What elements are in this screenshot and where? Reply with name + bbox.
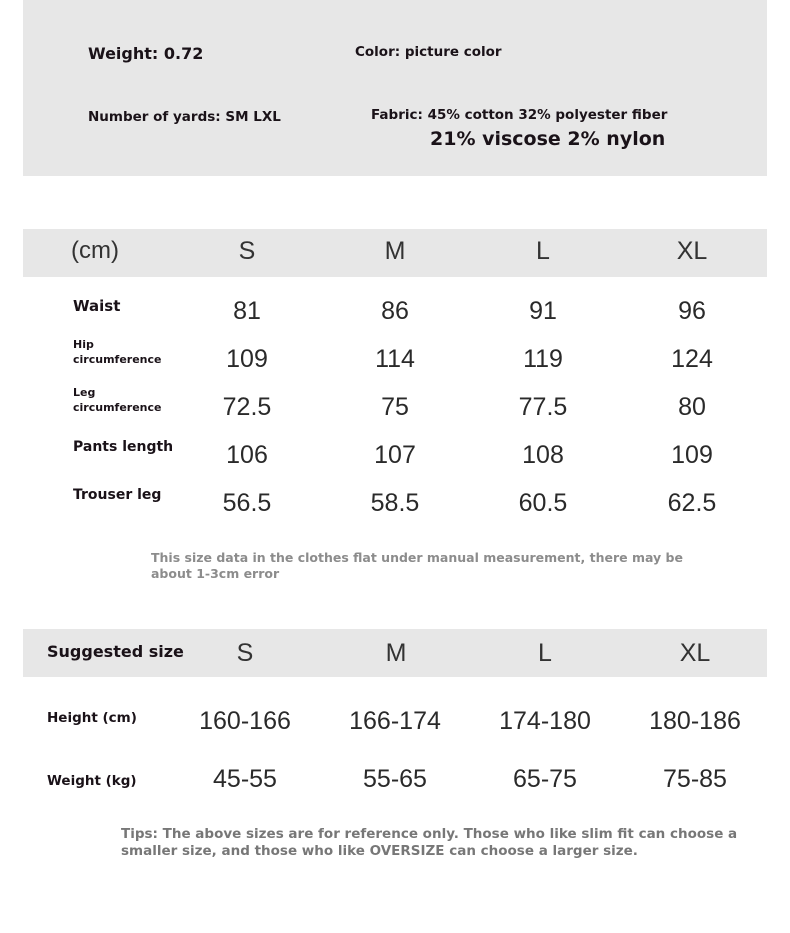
size-tips bbox=[121, 826, 737, 860]
row-label-pants-length: Pants length bbox=[73, 439, 174, 455]
yards-info: Number of yards: SM LXL bbox=[88, 109, 281, 125]
row-label-weight: Weight (kg) bbox=[47, 773, 137, 789]
cell-value: 166-174 bbox=[349, 707, 441, 735]
size-header-xl: XL bbox=[679, 639, 711, 667]
cell-value: 114 bbox=[375, 345, 415, 373]
cell-value: 108 bbox=[522, 441, 564, 469]
cell-value: 81 bbox=[233, 297, 261, 325]
cell-value: 72.5 bbox=[222, 393, 272, 421]
table-row bbox=[23, 707, 767, 765]
cell-value: 60.5 bbox=[518, 489, 568, 517]
weight-info: Weight: 0.72 bbox=[88, 44, 204, 63]
cell-value: 65-75 bbox=[513, 765, 577, 793]
size-measurement-table bbox=[23, 229, 767, 529]
note-line: about 1-3cm error bbox=[151, 566, 280, 581]
table-row bbox=[23, 433, 767, 481]
cell-value: 107 bbox=[374, 441, 416, 469]
fabric-info-line1: Fabric: 45% cotton 32% polyester fiber bbox=[371, 107, 668, 123]
product-info-panel bbox=[23, 0, 767, 176]
note-line: This size data in the clothes flat under manual measurement, there may be bbox=[151, 550, 683, 565]
row-label-trouser-leg: Trouser leg bbox=[73, 487, 162, 503]
suggested-size-table bbox=[23, 629, 767, 805]
cell-value: 58.5 bbox=[370, 489, 420, 517]
tips-line: smaller size, and those who like OVERSIZE can choose a larger size. bbox=[121, 843, 638, 859]
row-label-waist: Waist bbox=[73, 297, 121, 315]
cell-value: 174-180 bbox=[499, 707, 591, 735]
size-header-s: S bbox=[238, 237, 256, 265]
cell-value: 124 bbox=[671, 345, 713, 373]
cell-value: 106 bbox=[226, 441, 268, 469]
size-header-l: L bbox=[536, 237, 550, 265]
table-row bbox=[23, 765, 767, 805]
row-label-line: circumference bbox=[73, 353, 162, 366]
suggested-size-label: Suggested size bbox=[47, 642, 184, 661]
size-header-l: L bbox=[538, 639, 552, 667]
table-row bbox=[23, 481, 767, 529]
cell-value: 109 bbox=[226, 345, 268, 373]
cell-value: 119 bbox=[523, 345, 563, 373]
row-label-height: Height (cm) bbox=[47, 710, 137, 726]
cell-value: 45-55 bbox=[213, 765, 277, 793]
cell-value: 80 bbox=[678, 393, 706, 421]
tips-line: Tips: The above sizes are for reference only. Those who like slim fit can choose a bbox=[121, 826, 738, 842]
measurement-note bbox=[151, 550, 683, 582]
cell-value: 75-85 bbox=[663, 765, 727, 793]
size-table-header bbox=[23, 229, 767, 277]
row-label-leg bbox=[73, 385, 183, 415]
unit-label: (cm) bbox=[71, 237, 119, 264]
size-header-xl: XL bbox=[676, 237, 708, 265]
row-label-hip bbox=[73, 337, 183, 367]
cell-value: 91 bbox=[529, 297, 557, 325]
row-label-line: Hip bbox=[73, 338, 94, 351]
table-row bbox=[23, 289, 767, 337]
cell-value: 109 bbox=[671, 441, 713, 469]
cell-value: 160-166 bbox=[199, 707, 291, 735]
row-label-line: circumference bbox=[73, 401, 162, 414]
cell-value: 56.5 bbox=[222, 489, 272, 517]
cell-value: 77.5 bbox=[518, 393, 568, 421]
size-header-m: M bbox=[384, 237, 406, 265]
fabric-info-line2: 21% viscose 2% nylon bbox=[430, 128, 666, 150]
cell-value: 86 bbox=[381, 297, 409, 325]
suggested-table-header bbox=[23, 629, 767, 677]
row-label-line: Leg bbox=[73, 386, 96, 399]
color-info: Color: picture color bbox=[355, 44, 502, 60]
cell-value: 75 bbox=[381, 393, 409, 421]
cell-value: 96 bbox=[678, 297, 706, 325]
table-row bbox=[23, 385, 767, 433]
cell-value: 62.5 bbox=[667, 489, 717, 517]
table-row bbox=[23, 337, 767, 385]
size-header-s: S bbox=[236, 639, 254, 667]
size-header-m: M bbox=[385, 639, 407, 667]
cell-value: 55-65 bbox=[363, 765, 427, 793]
cell-value: 180-186 bbox=[649, 707, 741, 735]
